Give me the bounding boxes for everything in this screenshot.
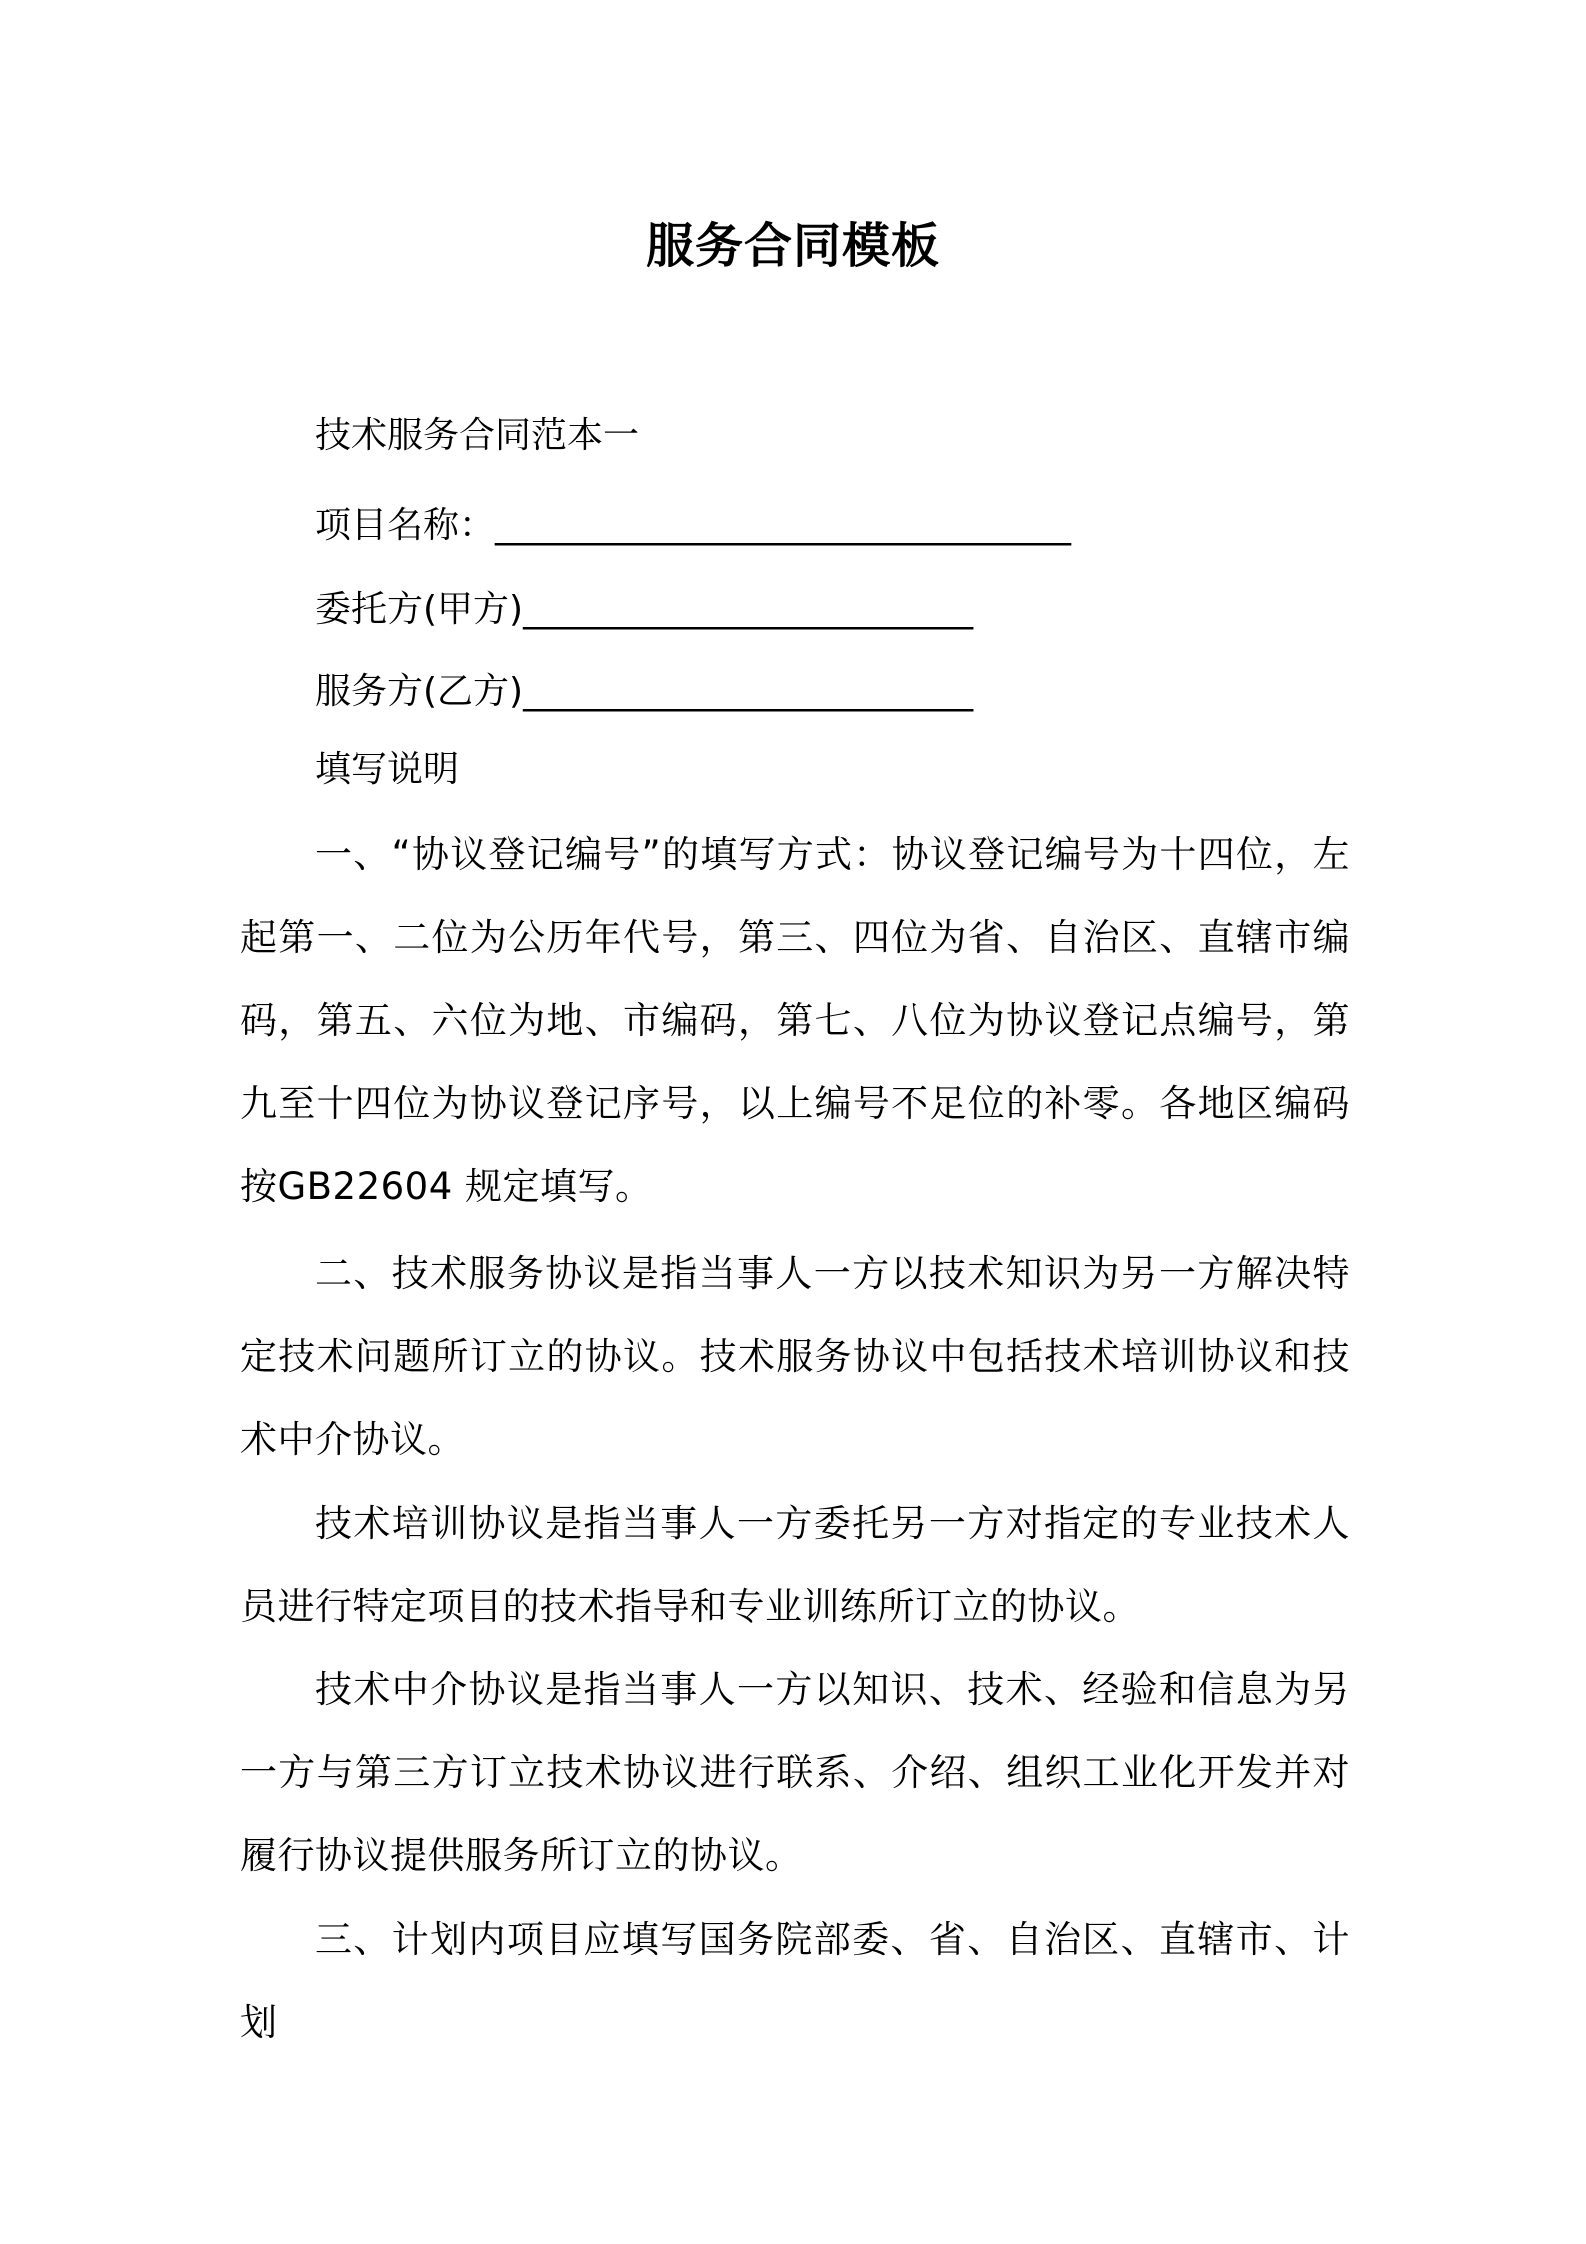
contract-subtitle: 技术服务合同范本一	[315, 415, 640, 456]
paragraph-planned-projects: 三、计划内项目应填写国务院部委、省、自治区、直辖市、计划	[240, 1918, 1350, 2044]
paragraph-registration-number: 一、“协议登记编号”的填写方式：协议登记编号为十四位，左起第一、二位为公历年代号，第三、四位为省、自治区、直辖市编码，第五、六位为地、市编码，第七、八位为协议登记点编号，第九至十四位为协议登记序号，以上编号不足位的补零。各地区编码按GB22604 规定填写。	[240, 833, 1350, 1208]
paragraph-technical-intermediary: 技术中介协议是指当事人一方以知识、技术、经验和信息为另一方与第三方订立技术协议进行联系、介绍、组织工业化开发并对履行协议提供服务所订立的协议。	[240, 1668, 1350, 1877]
instructions-heading: 填写说明	[315, 749, 460, 790]
paragraph-technical-service: 二、技术服务协议是指当事人一方以技术知识为另一方解决特定技术问题所订立的协议。技术服务协议中包括技术培训协议和技术中介协议。	[240, 1252, 1350, 1461]
document-title: 服务合同模板	[645, 218, 940, 274]
client-party-field: 委托方(甲方)_________________________	[315, 589, 974, 630]
project-name-field: 项目名称：________________________________	[315, 505, 1072, 546]
provider-party-field: 服务方(乙方)_________________________	[315, 671, 974, 712]
paragraph-technical-training: 技术培训协议是指当事人一方委托另一方对指定的专业技术人员进行特定项目的技术指导和专业训练所订立的协议。	[240, 1502, 1350, 1628]
